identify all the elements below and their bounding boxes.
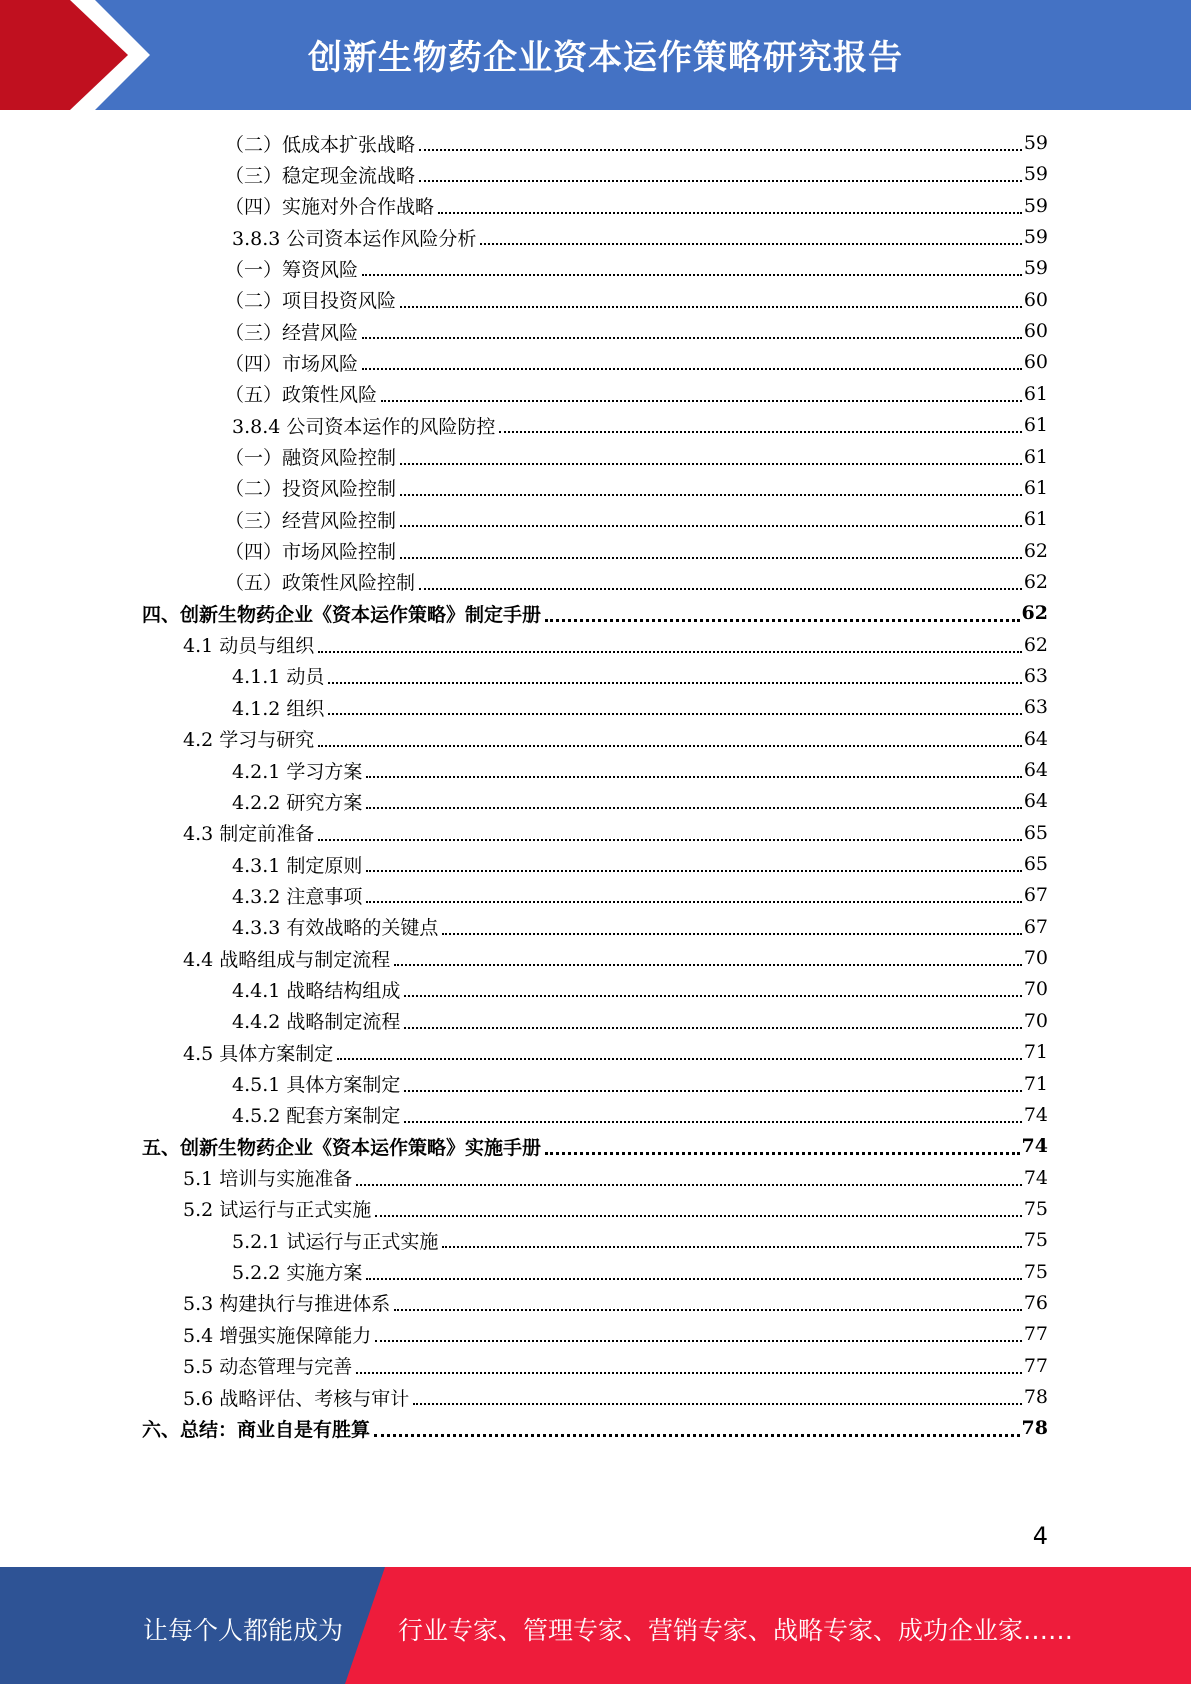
toc-entry-page: 64 [1023,759,1048,781]
toc-entry-page: 75 [1023,1229,1048,1252]
toc-entry[interactable] [232,661,1048,691]
toc-entry[interactable] [183,630,1048,660]
toc-dot-leader [545,619,1020,622]
toc-entry-page: 59 [1023,194,1048,217]
toc-entry[interactable] [232,1100,1048,1130]
toc-entry[interactable] [232,692,1048,722]
toc-entry-title: （二）投资风险控制 [225,478,397,501]
toc-entry[interactable] [232,1257,1048,1287]
toc-entry-page: 74 [1021,1135,1048,1158]
toc-entry-title: 4.1.2 组织 [232,697,325,720]
toc-entry-title: 4.4 战略组成与制定流程 [183,948,391,971]
toc-entry-title: （五）政策性风险 [225,384,378,407]
toc-entry[interactable] [225,536,1048,566]
toc-dot-leader [480,243,1021,245]
toc-dot-leader [375,1215,1022,1217]
toc-entry-page: 60 [1023,320,1048,343]
toc-dot-leader [419,588,1022,590]
toc-entry-page: 77 [1023,1323,1048,1346]
toc-entry-page: 74 [1023,1103,1048,1126]
toc-entry-title: （四）市场风险 [225,352,359,375]
toc-entry-title: （三）经营风险 [225,321,359,344]
page-number: 4 [1032,1522,1048,1550]
toc-dot-leader [362,368,1022,370]
toc-entry[interactable] [225,128,1048,158]
toc-entry[interactable] [225,316,1048,346]
toc-entry-page: 65 [1023,853,1048,876]
toc-dot-leader [394,964,1022,966]
toc-entry[interactable] [225,285,1048,315]
toc-entry[interactable] [183,1319,1048,1349]
toc-entry-page: 77 [1023,1354,1048,1377]
toc-entry[interactable] [183,1194,1048,1224]
toc-entry[interactable] [232,786,1048,816]
toc-entry-title: 4.3.1 制定原则 [232,854,363,877]
toc-entry-title: 4.3.2 注意事项 [232,885,363,908]
toc-entry[interactable] [225,379,1048,409]
footer-expert-list: 行业专家、管理专家、营销专家、战略专家、成功企业家…… [398,1616,1074,1645]
toc-entry-page: 76 [1023,1291,1048,1314]
toc-dot-leader [366,776,1021,778]
toc-entry[interactable] [232,849,1048,879]
toc-entry[interactable] [232,880,1048,910]
toc-entry-title: 5.3 构建执行与推进体系 [183,1293,391,1316]
toc-dot-leader [404,1027,1021,1029]
toc-dot-leader [366,901,1021,903]
toc-dot-leader [337,1058,1022,1060]
toc-entry-title: 5.1 培训与实施准备 [183,1168,353,1191]
toc-entry-title: 4.5 具体方案制定 [183,1042,334,1065]
toc-entry-title: （一）融资风险控制 [225,447,397,469]
toc-dot-leader [362,274,1022,276]
toc-entry-title: 4.5.2 配套方案制定 [232,1105,401,1128]
toc-entry[interactable] [225,253,1048,283]
toc-entry-title: 5.6 战略评估、考核与审计 [183,1387,410,1410]
toc-entry[interactable] [232,222,1048,252]
toc-dot-leader [318,745,1022,747]
toc-entry-title: 4.2.1 学习方案 [232,760,363,783]
toc-dot-leader [404,1090,1021,1092]
toc-entry-title: 五、创新生物药企业《资本运作策略》实施手册 [142,1136,542,1159]
toc-entry-title: 4.1 动员与组织 [183,635,315,658]
toc-dot-leader [438,212,1022,214]
toc-entry-title: （三）经营风险控制 [225,509,397,532]
toc-entry[interactable] [183,724,1048,754]
toc-entry-page: 78 [1021,1417,1048,1440]
toc-entry[interactable] [232,1225,1048,1255]
toc-entry[interactable] [225,442,1048,472]
toc-entry-title: 5.4 增强实施保障能力 [183,1324,372,1347]
toc-entry-page: 61 [1023,508,1048,531]
toc-entry-title: （四）实施对外合作战略 [225,196,435,219]
toc-dot-leader [400,525,1022,527]
toc-entry-page: 61 [1023,382,1048,405]
toc-entry-title: （四）市场风险控制 [225,541,397,564]
toc-entry-page: 70 [1023,978,1048,1001]
toc-entry-page: 61 [1023,445,1048,468]
toc-entry-page: 63 [1023,664,1048,687]
toc-dot-leader [356,1184,1022,1186]
toc-entry-title: （三）稳定现金流战略 [225,164,416,187]
toc-entry[interactable] [183,1163,1048,1193]
toc-dot-leader [328,682,1021,684]
toc-entry-page: 61 [1023,476,1048,499]
toc-entry-title: 5.2 试运行与正式实施 [183,1199,372,1222]
toc-dot-leader [394,1309,1022,1311]
toc-entry-title: 4.5.1 具体方案制定 [232,1074,401,1096]
toc-entry[interactable] [183,1351,1048,1381]
toc-dot-leader [328,713,1021,715]
toc-entry-page: 75 [1023,1260,1048,1283]
toc-entry-title: （一）筹资风险 [225,258,359,281]
toc-entry-title: 4.2.2 研究方案 [232,791,363,814]
toc-entry[interactable] [183,943,1048,973]
toc-entry-title: 5.2.2 实施方案 [232,1262,363,1285]
toc-entry-page: 62 [1023,539,1048,562]
toc-dot-leader [366,1278,1021,1280]
toc-entry-page: 60 [1023,288,1048,311]
toc-entry[interactable] [225,159,1048,189]
toc-entry[interactable] [232,974,1048,1004]
toc-entry-title: 4.2 学习与研究 [183,729,315,752]
toc-entry-title: （二）低成本扩张战略 [225,133,416,156]
toc-dot-leader [400,494,1022,496]
toc-entry[interactable] [225,347,1048,377]
toc-entry-page: 59 [1023,163,1048,186]
toc-dot-leader [400,557,1022,559]
toc-entry[interactable] [225,473,1048,503]
toc-entry-page: 71 [1023,1072,1048,1095]
toc-entry[interactable] [142,1413,1048,1443]
toc-entry[interactable] [232,410,1048,440]
toc-entry[interactable] [232,1006,1048,1036]
toc-dot-leader [413,1403,1022,1405]
toc-entry-title: （五）政策性风险控制 [225,572,416,595]
header-banner [0,0,1191,110]
toc-entry[interactable] [232,912,1048,942]
toc-dot-leader [545,1152,1020,1155]
toc-entry-title: 4.4.2 战略制定流程 [232,1011,401,1034]
toc-entry-title: 四、创新生物药企业《资本运作策略》制定手册 [142,603,542,626]
toc-entry-title: 5.2.1 试运行与正式实施 [232,1230,439,1253]
toc-entry-title: 4.4.1 战略结构组成 [232,979,401,1002]
toc-entry-page: 78 [1023,1386,1048,1408]
toc-entry-page: 67 [1023,915,1048,938]
toc-dot-leader [362,337,1022,339]
toc-dot-leader [366,870,1021,872]
toc-entry[interactable] [183,1288,1048,1318]
toc-entry-page: 59 [1023,132,1048,154]
toc-entry-title: 4.3.3 有效战略的关键点 [232,917,439,940]
toc-entry[interactable] [183,1037,1048,1067]
toc-entry-page: 64 [1023,727,1048,750]
toc-dot-leader [375,1340,1022,1342]
toc-entry-page: 59 [1023,257,1048,280]
toc-entry-title: 3.8.4 公司资本运作的风险防控 [232,415,496,438]
toc-entry-page: 70 [1023,947,1048,970]
footer-slogan: 让每个人都能成为 [143,1616,344,1645]
toc-dot-leader [442,1246,1021,1248]
toc-entry-page: 60 [1023,351,1048,374]
toc-entry[interactable] [142,598,1048,628]
footer-banner [0,1567,1191,1684]
toc-entry[interactable] [225,567,1048,597]
toc-dot-leader [404,995,1021,997]
toc-dot-leader [442,933,1021,935]
toc-entry-page: 75 [1023,1197,1048,1220]
toc-entry-page: 64 [1023,790,1048,813]
toc-entry-title: 4.1.1 动员 [232,666,325,689]
toc-entry-title: 六、总结：商业自是有胜算 [142,1418,371,1441]
toc-entry-page: 62 [1023,570,1048,593]
toc-entry-page: 62 [1021,602,1048,625]
toc-dot-leader [356,1372,1022,1374]
toc-entry-title: 4.3 制定前准备 [183,823,315,846]
toc-entry-page: 62 [1023,633,1048,656]
toc-entry-page: 59 [1023,226,1048,249]
toc-dot-leader [419,180,1022,182]
toc-dot-leader [318,651,1022,653]
report-title: 创新生物药企业资本运作策略研究报告 [308,38,903,78]
toc-entry[interactable] [225,504,1048,534]
toc-dot-leader [366,807,1021,809]
toc-entry-page: 74 [1023,1166,1048,1189]
toc-entry[interactable] [183,1382,1048,1412]
toc-entry-title: （二）项目投资风险 [225,290,397,313]
toc-dot-leader [419,149,1022,151]
toc-dot-leader [381,400,1022,402]
toc-entry[interactable] [225,191,1048,221]
toc-entry-page: 70 [1023,1009,1048,1032]
toc-entry-page: 71 [1023,1041,1048,1064]
toc-entry[interactable] [232,1069,1048,1099]
toc-entry-page: 61 [1023,414,1048,437]
toc-dot-leader [404,1121,1021,1123]
toc-entry[interactable] [183,818,1048,848]
toc-entry-title: 3.8.3 公司资本运作风险分析 [232,227,477,250]
toc-entry-page: 65 [1023,821,1048,844]
toc-entry[interactable] [142,1131,1048,1161]
toc-entry-page: 63 [1023,696,1048,719]
toc-dot-leader [318,839,1022,841]
toc-dot-leader [499,431,1021,433]
toc-dot-leader [400,463,1022,465]
toc-entry-page: 67 [1023,884,1048,907]
toc-dot-leader [400,306,1022,308]
toc-entry[interactable] [232,755,1048,785]
toc-entry-title: 5.5 动态管理与完善 [183,1356,353,1379]
toc-dot-leader [374,1434,1020,1437]
